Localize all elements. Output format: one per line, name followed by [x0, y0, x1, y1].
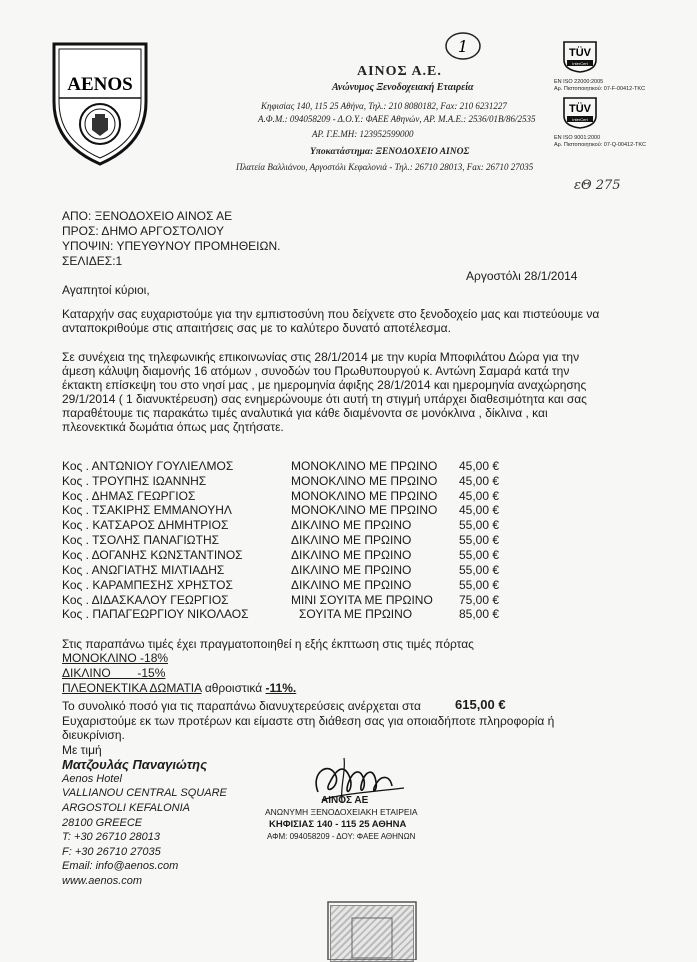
contact-line: F: +30 26710 27035	[62, 846, 161, 858]
room-price: 85,00 €	[459, 607, 500, 621]
closing-line: διευκρίνιση.	[62, 728, 125, 742]
guest-name: Κος . ΔΙΔΑΣΚΑΛΟΥ ΓΕΩΡΓΙΟΣ	[62, 593, 229, 607]
regards: Με τιμή	[62, 743, 102, 757]
contact-line: www.aenos.com	[62, 875, 143, 887]
tuv-badge-text: TÜV	[569, 47, 591, 59]
paragraph-2-line: άμεση κάλυψη διαμονής 16 ατόμων , συνοδών του Πρωθυπουργού κ. Αντώνη Σαμαρά κατά την	[62, 364, 570, 378]
to-line: ΠΡΟΣ: ΔΗΜΟ ΑΡΓΟΣΤΟΛΙΟΥ	[62, 224, 225, 238]
company-tax-info: Α.Φ.Μ.: 094058209 - Δ.Ο.Υ.: ΦΑΕΕ Αθηνών, ΑΡ. Μ.Α.Ε.: 2536/01Β/86/2535	[258, 114, 536, 124]
room-type: ΔΙΚΛΙΝΟ ΜΕ ΠΡΩΙΝΟ	[291, 533, 412, 547]
guest-row	[62, 518, 512, 533]
guest-name: Κος . ΠΑΠΑΓΕΩΡΓΙΟΥ ΝΙΚΟΛΑΟΣ	[62, 607, 249, 621]
stamp-name: ΑΙΝΟΣ ΑΕ	[321, 795, 369, 806]
paragraph-1-line: Καταρχήν σας ευχαριστούμε για την εμπιστοσύνη που δείχνετε στο ξενοδοχείο μας και πιστεύουμε να	[62, 307, 600, 321]
from-line: ΑΠΟ: ΞΕΝΟΔΟΧΕΙΟ ΑΙΝΟΣ ΑΕ	[62, 209, 233, 223]
room-type: ΔΙΚΛΙΝΟ ΜΕ ΠΡΩΙΝΟ	[291, 563, 412, 577]
guest-name: Κος . ΤΡΟΥΠΗΣ ΙΩΑΝΝΗΣ	[62, 474, 207, 488]
cert-number: Αρ. Πιστοποιητικού: 07-Q-00412-ΤΚC	[554, 142, 646, 148]
guest-name: Κος . ΤΣΑΚΙΡΗΣ ΕΜΜΑΝΟΥΗΛ	[62, 503, 232, 517]
room-price: 55,00 €	[459, 533, 500, 547]
tuv-logo-icon	[560, 94, 600, 130]
guest-name: Κος . ΤΣΟΛΗΣ ΠΑΝΑΓΙΩΤΗΣ	[62, 533, 220, 547]
guest-row	[62, 459, 512, 474]
guest-row	[62, 578, 512, 593]
contact-line: T: +30 26710 28013	[62, 831, 160, 843]
handwritten-reference: εΘ 275	[574, 178, 621, 193]
guest-row	[62, 533, 512, 548]
company-type: Ανώνυμος Ξενοδοχειακή Εταιρεία	[332, 82, 474, 93]
logo-text: AENOS	[67, 74, 133, 95]
room-type: ΜΟΝΟΚΛΙΝΟ ΜΕ ΠΡΩΙΝΟ	[291, 474, 438, 488]
room-type: ΔΙΚΛΙΝΟ ΜΕ ΠΡΩΙΝΟ	[291, 548, 412, 562]
attention-line: ΥΠΟΨΙΝ: ΥΠΕΥΘΥΝΟΥ ΠΡΟΜΗΘΕΙΩΝ.	[62, 239, 281, 253]
tuv-badge-text: TÜV	[569, 103, 591, 115]
company-address: Κηφισίας 140, 115 25 Αθήνα, Τηλ.: 210 8080182, Fax: 210 6231227	[261, 101, 507, 111]
room-price: 45,00 €	[459, 489, 500, 503]
room-price: 45,00 €	[459, 474, 500, 488]
room-price: 75,00 €	[459, 593, 500, 607]
room-type: ΔΙΚΛΙΝΟ ΜΕ ΠΡΩΙΝΟ	[291, 578, 412, 592]
discount-premium-value: -11%.	[265, 681, 297, 695]
room-type: ΜΙΝΙ ΣΟΥΙΤΑ ΜΕ ΠΡΩΙΝΟ	[291, 593, 433, 607]
discount-double: ΔΙΚΛΙΝΟ -15%	[62, 666, 166, 680]
tuv-certificate-2	[540, 94, 646, 149]
room-price: 45,00 €	[459, 459, 500, 473]
cert-number: Αρ. Πιστοποιητικού: 07-F-00412-ΤΚC	[554, 86, 646, 92]
total-amount: 615,00 €	[455, 697, 506, 712]
contact-line: ARGOSTOLI KEFALONIA	[62, 802, 190, 814]
contact-line: 28100 GREECE	[62, 817, 143, 829]
greeting: Αγαπητοί κύριοι,	[62, 283, 150, 297]
discount-premium-label: ΠΛΕΟΝΕΚΤΙΚΑ ΔΩΜΑΤΙΑ	[62, 681, 202, 695]
cert-standard: EN ISO 9001:2000	[554, 135, 601, 141]
guest-row	[62, 563, 512, 578]
logo-shield-icon	[48, 40, 152, 168]
room-type: ΜΟΝΟΚΛΙΝΟ ΜΕ ΠΡΩΙΝΟ	[291, 489, 438, 503]
paragraph-2-line: παραθέτουμε τις παρακάτω τιμές αναλυτικά για κάθε διαμένοντα σε μονόκλινα , δίκλινα , και	[62, 406, 548, 420]
room-type: ΜΟΝΟΚΛΙΝΟ ΜΕ ΠΡΩΙΝΟ	[291, 503, 438, 517]
date-place: Αργοστόλι 28/1/2014	[466, 269, 578, 283]
room-price: 55,00 €	[459, 548, 500, 562]
paragraph-2-line: Σε συνέχεια της τηλεφωνικής επικοινωνίας στις 28/1/2014 με την κυρία Μποφιλάτου Δώρα για την	[62, 350, 580, 364]
room-price: 55,00 €	[459, 518, 500, 532]
tuv-sub-text: InterCert	[572, 61, 588, 66]
guest-row	[62, 503, 512, 518]
contact-line: VALLIANOU CENTRAL SQUARE	[62, 787, 227, 799]
handwritten-page-number	[444, 31, 482, 61]
guest-name: Κος . ΔΗΜΑΣ ΓΕΩΡΓΙΟΣ	[62, 489, 196, 503]
room-price: 55,00 €	[459, 578, 500, 592]
room-type: ΜΟΝΟΚΛΙΝΟ ΜΕ ΠΡΩΙΝΟ	[291, 459, 438, 473]
paragraph-2-line: πλεονεκτικά δωμάτια όπως μας ζητήσατε.	[62, 420, 284, 434]
contact-line: Aenos Hotel	[62, 773, 122, 785]
guest-row	[62, 593, 512, 608]
discount-premium-text: αθροιστικά	[201, 681, 266, 695]
company-name: ΑΙΝΟΣ Α.Ε.	[357, 64, 442, 79]
stamp-tax: ΑΦΜ: 094058209 - ΔΟΥ: ΦΑΕΕ ΑΘΗΝΩΝ	[267, 832, 416, 841]
guest-row	[62, 474, 512, 489]
tuv-certificate-1	[540, 38, 646, 93]
handwritten-number: 1	[457, 37, 469, 56]
discount-single: ΜΟΝΟΚΛΙΝΟ -18%	[62, 651, 169, 665]
cert-standard: EN ISO 22000:2005	[554, 79, 604, 85]
scan-frame-icon	[326, 900, 418, 960]
tuv-logo-icon	[560, 38, 600, 74]
pages-line: ΣΕΛΙΔΕΣ:1	[62, 254, 123, 268]
discount-intro: Στις παραπάνω τιμές έχει πραγματοποιηθεί η εξής έκπτωση στις τιμές πόρτας	[62, 637, 474, 651]
company-gemh: ΑΡ. Γ.Ε.ΜΗ: 123952599000	[312, 129, 414, 139]
room-type: ΔΙΚΛΙΝΟ ΜΕ ΠΡΩΙΝΟ	[291, 518, 412, 532]
guest-row	[62, 548, 512, 563]
contact-line: Email: info@aenos.com	[62, 860, 179, 872]
branch-name: Υποκατάστημα: ΞΕΝΟΔΟΧΕΙΟ ΑΙΝΟΣ	[310, 147, 470, 157]
guest-name: Κος . ΚΑΤΣΑΡΟΣ ΔΗΜΗΤΡΙΟΣ	[62, 518, 229, 532]
room-price: 45,00 €	[459, 503, 500, 517]
guest-name: Κος . ΔΟΓΑΝΗΣ ΚΩΝΣΤΑΝΤΙΝΟΣ	[62, 548, 243, 562]
tuv-sub-text: InterCert	[572, 117, 588, 122]
closing-line: Ευχαριστούμε εκ των προτέρων και είμαστε στη διάθεση σας για οποιαδήποτε πληροφορία ή	[62, 714, 555, 728]
guest-row	[62, 489, 512, 504]
stamp-address: ΚΗΦΙΣΙΑΣ 140 - 115 25 ΑΘΗΝΑ	[269, 819, 407, 830]
paragraph-2-line: έκτακτη επίσκεψη του στο νησί μας , με ημερομηνία άφιξης 28/1/2014 και ημερομηνία αναχώρησης	[62, 378, 587, 392]
paragraph-2-line: 29/1/2014 ( 1 διανυκτέρευση) σας ενημερώνουμε ότι αυτή τη στιγμή υπάρχει διαθεσιμότητα και σας	[62, 392, 587, 406]
guest-name: Κος . ΑΝΤΩΝΙΟΥ ΓΟΥΛΙΕΛΜΟΣ	[62, 459, 234, 473]
paragraph-1-line: ανταποκριθούμε στις απαιτήσεις σας με το καλύτερο δυνατό αποτέλεσμα.	[62, 321, 451, 335]
discount-premium	[62, 681, 296, 695]
hotel-logo	[48, 40, 152, 168]
total-text: Το συνολικό ποσό για τις παραπάνω διανυχτερεύσεις ανέρχεται στα	[62, 699, 421, 713]
guest-name: Κος . ΑΝΩΓΙΑΤΗΣ ΜΙΛΤΙΑΔΗΣ	[62, 563, 225, 577]
room-price: 55,00 €	[459, 563, 500, 577]
guest-row	[62, 607, 512, 622]
stamp-type: ΑΝΩΝΥΜΗ ΞΕΝΟΔΟΧΕΙΑΚΗ ΕΤΑΙΡΕΙΑ	[265, 807, 418, 817]
branch-address: Πλατεία Βαλλιάνου, Αργοστόλι Κεφαλονιά - Τηλ.: 26710 28013, Fax: 26710 27035	[236, 162, 534, 172]
guest-name: Κος . ΚΑΡΑΜΠΕΣΗΣ ΧΡΗΣΤΟΣ	[62, 578, 233, 592]
company-stamp	[265, 795, 435, 841]
signer-name: Ματζουλάς Παναγιώτης	[62, 757, 208, 772]
room-type: ΣΟΥΙΤΑ ΜΕ ΠΡΩΙΝΟ	[299, 607, 413, 621]
